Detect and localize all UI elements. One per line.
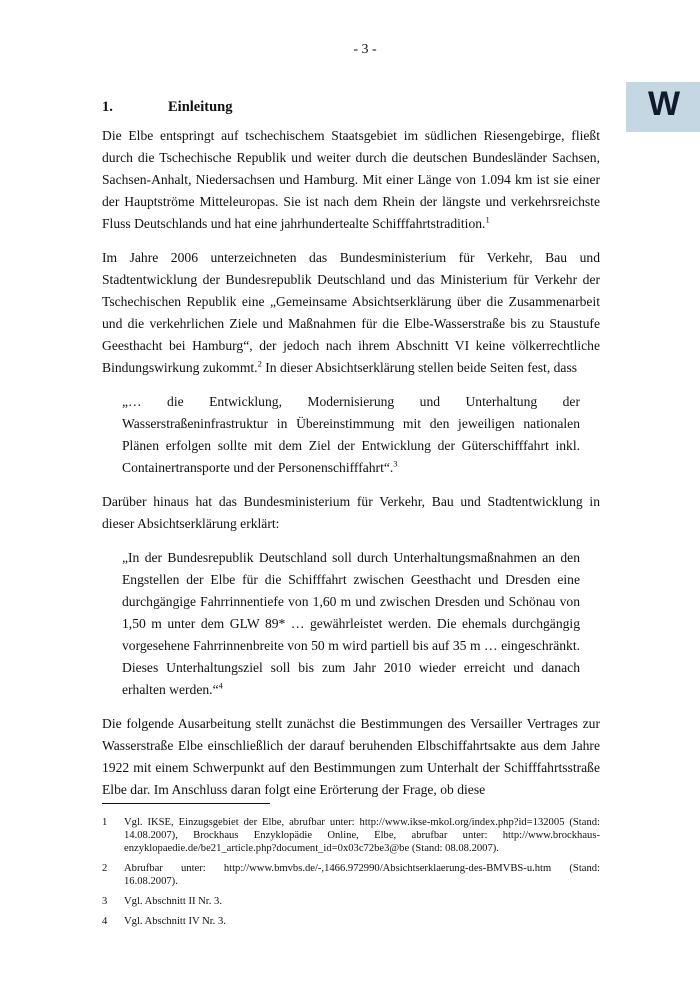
footnote-number: 3 [102, 896, 108, 907]
footnote-ref: 3 [393, 458, 398, 469]
footnote-text: Vgl. Abschnitt II Nr. 3. [124, 896, 222, 907]
footnotes [102, 816, 600, 935]
footnote-number: 2 [102, 863, 108, 874]
paragraph-4 [102, 713, 600, 801]
footnote-ref: 2 [257, 358, 262, 369]
paragraph-text: Im Jahre 2006 unterzeichneten das Bundesministerium für Verkehr, Bau und Stadtentwicklung der Bundesrepublik Deutschland und das Ministerium für Verkehr der Tschechischen Republik eine „Gemeinsame Absichtserklärung über die Zusammenarbeit und die verkehrlichen Ziele und Maßnahmen für die Elbe-Wasserstraße bis zu Staustufe Geesthacht bei Hamburg“, der jedoch nach ihrem Abschnitt VI keine völkerrechtliche Bindungswirkung zukommt. [102, 250, 600, 375]
section-heading [102, 97, 600, 117]
section-title: Einleitung [168, 99, 233, 115]
footnote [102, 862, 600, 888]
footnote-number: 4 [102, 916, 108, 927]
quote-1 [122, 391, 580, 479]
footnote-ref: 1 [485, 214, 490, 225]
paragraph-text: Die folgende Ausarbeitung stellt zunächst die Bestimmungen des Versailler Vertrages zur Wasserstraße Elbe einschließlich der darauf beruhenden Elbschiffahrtsakte aus dem Jahre 1922 mit einem Schwerpunkt auf den Bestimmungen zum Unterhalt der Schifffahrtsstraße Elbe dar. Im Anschluss daran folgt eine Erörterung der Frage, ob diese [102, 716, 600, 797]
footnote-text: Abrufbar unter: http://www.bmvbs.de/-,1466.972990/Absichtserklaerung-des-BMVBS-u.htm (Stand: 16.08.2007). [124, 863, 600, 887]
footnote [102, 915, 600, 928]
quote-text: „In der Bundesrepublik Deutschland soll durch Unterhaltungsmaßnahmen an den Engstellen der Elbe für die Schifffahrt zwischen Geesthacht und Dresden eine durchgängige Fahrrinnentiefe von 1,60 m und zwischen Dresden und Schönau von 1,50 m unter dem GLW 89* … gewährleistet werden. Die ehemals durchgängig vorgesehene Fahrrinnenbreite von 50 m wird partiell bis auf 35 m … eingeschränkt. Dieses Unterhaltungsziel soll bis zum Jahr 2010 wieder erreicht und danach erhalten werden.“ [122, 550, 580, 697]
w-logo: W [626, 82, 700, 132]
footnote [102, 895, 600, 908]
paragraph-text: In dieser Absichtserklärung stellen beide Seiten fest, dass [261, 360, 578, 375]
footnote-separator [102, 803, 270, 804]
quote-text: „… die Entwicklung, Modernisierung und Unterhaltung der Wasserstraßeninfrastruktur in Übereinstimmung mit den jeweiligen nationalen Plänen erfolgen sollte mit dem Ziel der Entwicklung der Güterschifffahrt inkl. Containertransporte und der Personenschifffahrt“. [122, 394, 580, 475]
paragraph-3 [102, 491, 600, 535]
paragraph-text: Die Elbe entspringt auf tschechischem Staatsgebiet im südlichen Riesengebirge, fließt durch die Tschechische Republik und weiter durch die deutschen Bundesländer Sachsen, Sachsen-Anhalt, Niedersachsen und Hamburg. Mit einer Länge von 1.094 km ist sie einer der Hauptströme Mitteleuropas. Sie ist nach dem Rhein der längste und verkehrsreichste Fluss Deutschlands und hat eine jahrhundertealte Schifffahrtstradition. [102, 128, 600, 231]
paragraph-text: Darüber hinaus hat das Bundesministerium für Verkehr, Bau und Stadtentwicklung in dieser Absichtserklärung erklärt: [102, 494, 600, 531]
page-number: - 3 - [353, 42, 377, 57]
footnote [102, 816, 600, 855]
main-content [102, 97, 600, 813]
paragraph-1 [102, 125, 600, 235]
footnote-number: 1 [102, 817, 108, 828]
section-number: 1. [102, 99, 113, 115]
footnote-text: Vgl. IKSE, Einzugsgebiet der Elbe, abrufbar unter: http://www.ikse-mkol.org/index.php?id=132005 (Stand: 14.08.2007), Brockhaus Enzyklopädie Online, Elbe, abrufbar unter: http://www.brockhaus-enzyklopaedie.de/be21_article.php?document_id=0x03c72be3@be (Stand: 08.08.2007). [124, 817, 600, 854]
footnote-ref: 4 [218, 680, 223, 691]
footnote-text: Vgl. Abschnitt IV Nr. 3. [124, 916, 226, 927]
quote-2 [122, 547, 580, 701]
paragraph-2 [102, 247, 600, 379]
